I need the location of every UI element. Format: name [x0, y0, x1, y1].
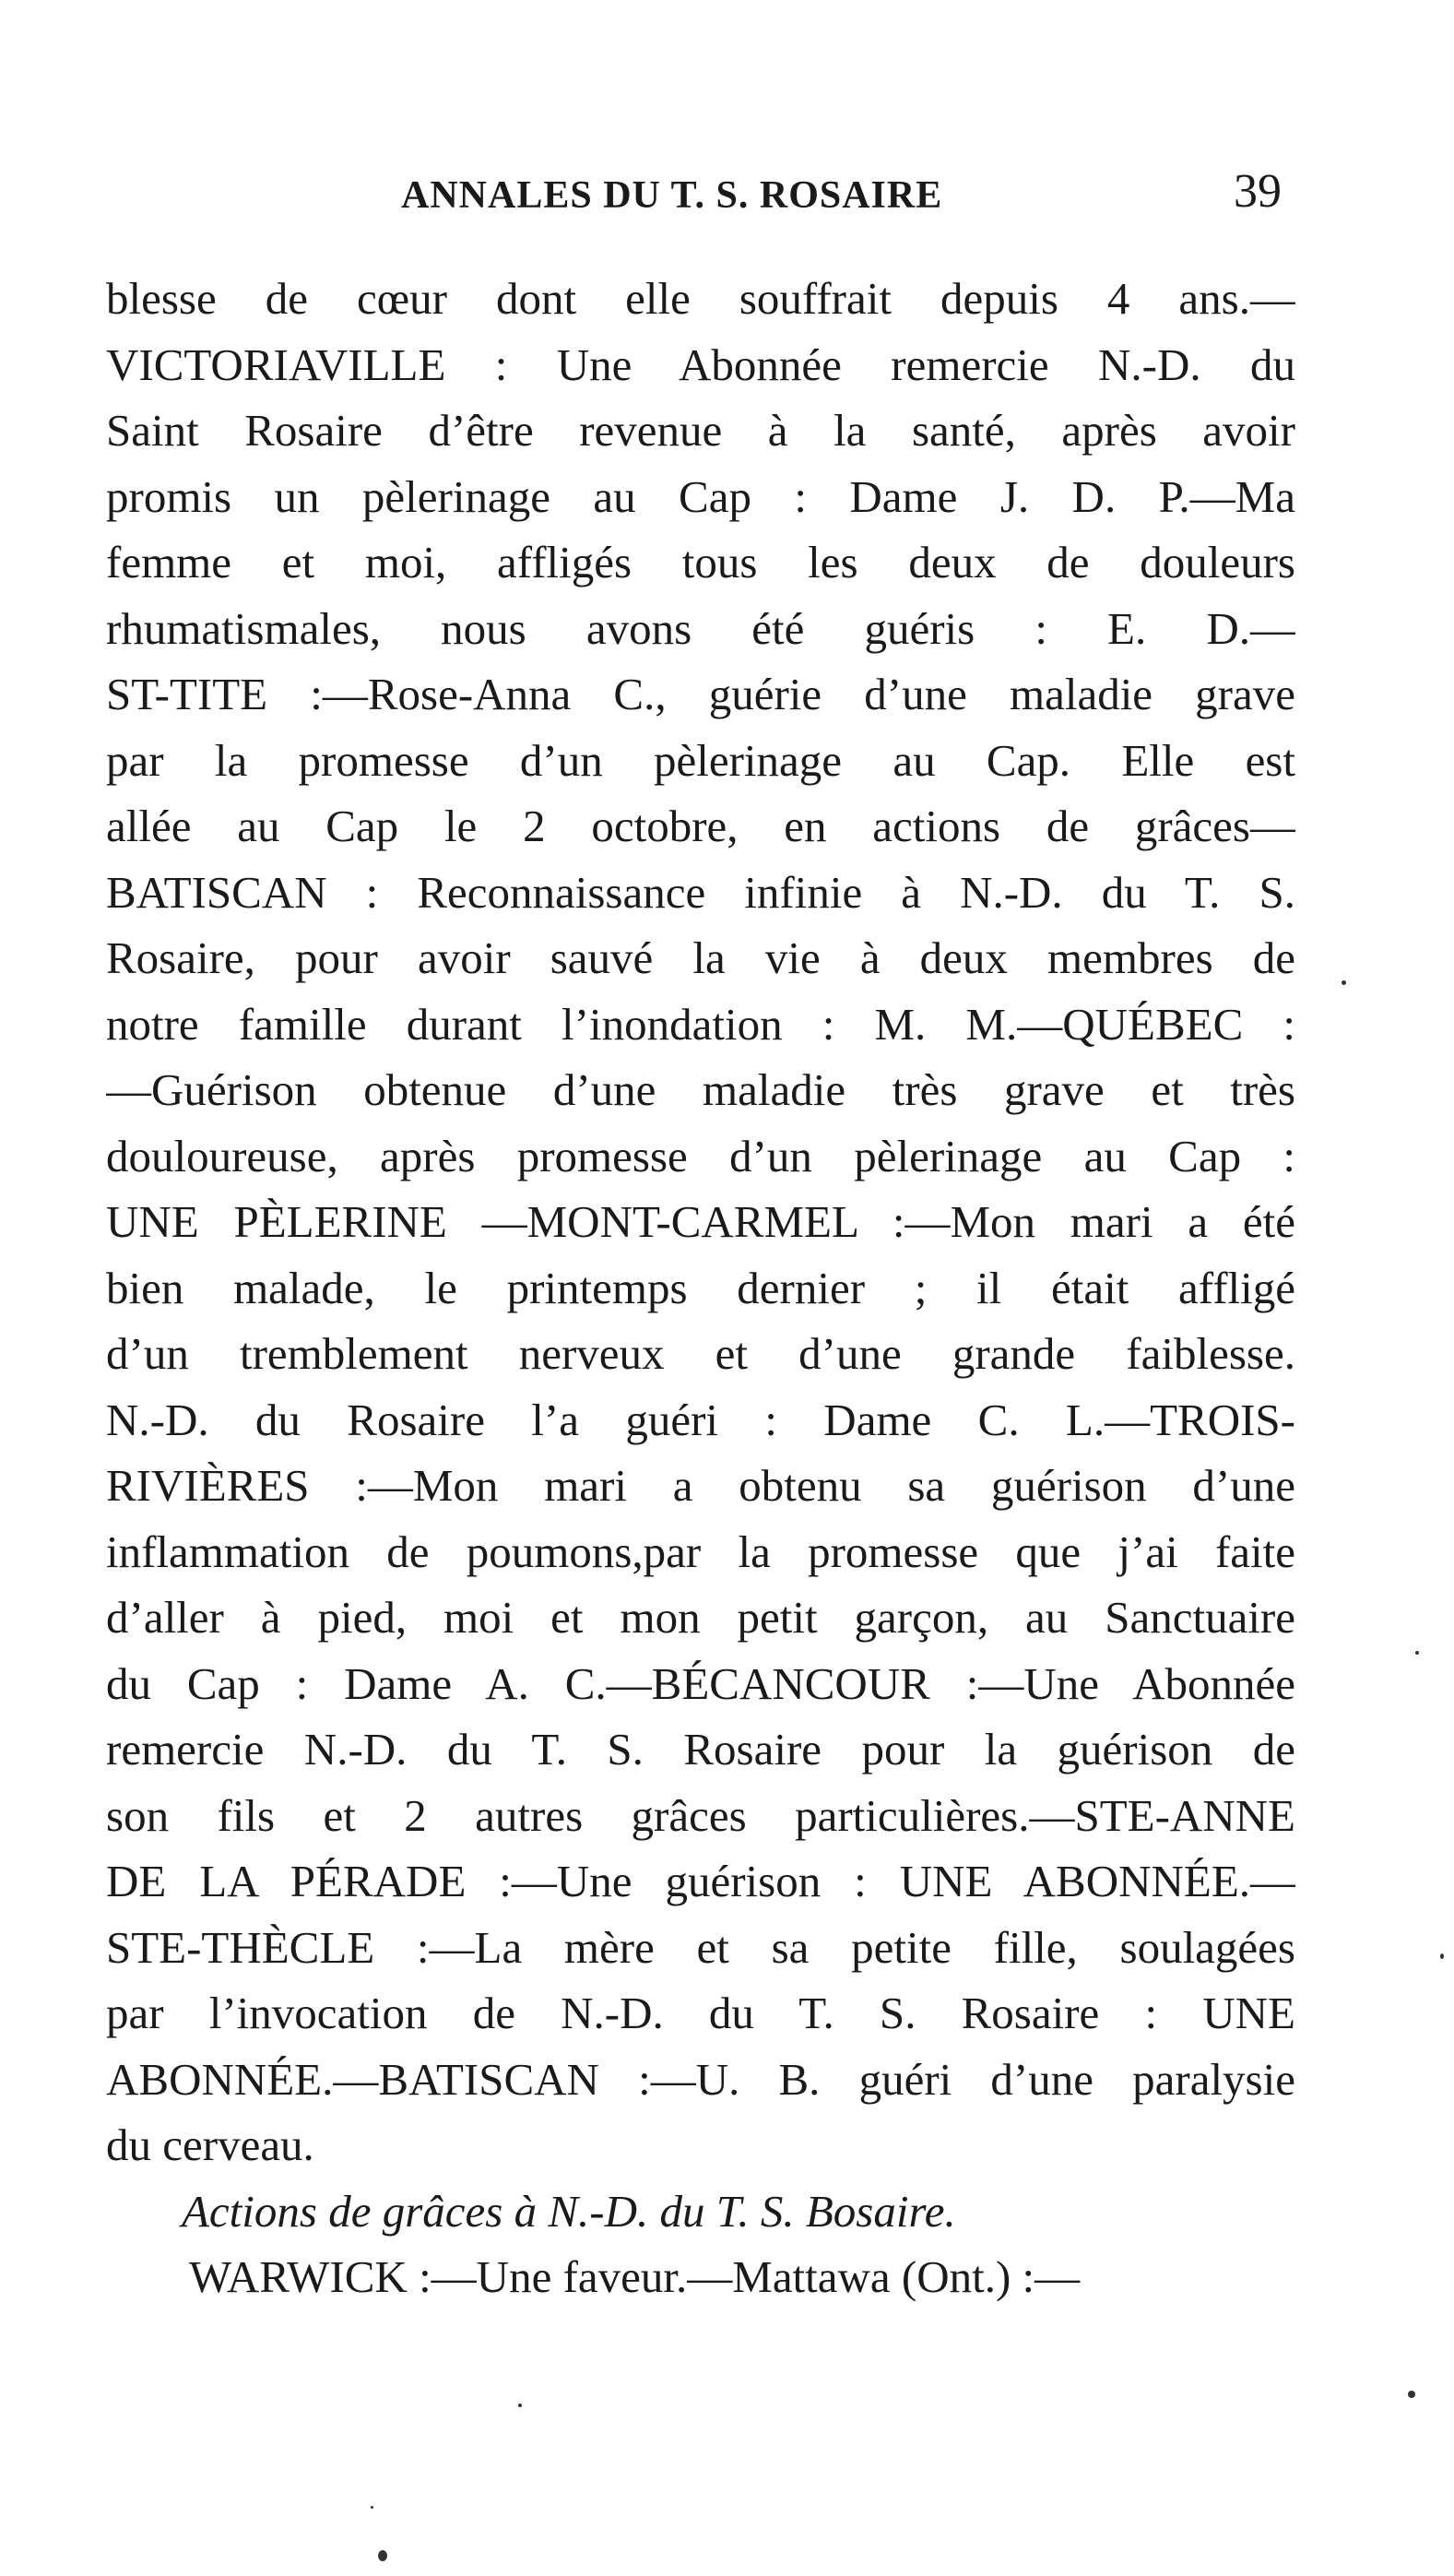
text-line: du cerveau.	[106, 2119, 314, 2170]
text-line: par l’invocation de N.-D. du T. S. Rosaire : UNE	[106, 1988, 1295, 2038]
text-line: BATISCAN : Reconnaissance infinie à N.-D. du T. S.	[106, 866, 1295, 918]
print-speck	[1415, 1651, 1419, 1655]
text-line: son fils et 2 autres grâces particulières.—STE-ANNE	[106, 1789, 1295, 1841]
text-line: N.-D. du Rosaire l’a guéri : Dame C. L.—TROIS-	[106, 1394, 1295, 1445]
print-speck	[371, 2506, 373, 2509]
text-line: VICTORIAVILLE : Une Abonnée remercie N.-D. du	[106, 338, 1295, 390]
text-line: RIVIÈRES :—Mon mari a obtenu sa guérison d’une	[106, 1460, 1295, 1511]
page-header	[106, 164, 1282, 229]
text-line: DE LA PÉRADE :—Une guérison : UNE ABONNÉE.—	[106, 1856, 1295, 1906]
text-line: douloureuse, après promesse d’un pèlerinage au Cap :	[106, 1130, 1295, 1181]
text-line: notre famille durant l’inondation : M. M.—QUÉBEC :	[106, 998, 1295, 1050]
print-speck	[378, 2550, 387, 2561]
print-speck	[1342, 980, 1346, 985]
print-speck	[1440, 1953, 1444, 1959]
text-line: femme et moi, affligés tous les deux de douleurs	[106, 537, 1295, 588]
text-line: Saint Rosaire d’être revenue à la santé, après avoir	[106, 405, 1295, 456]
text-line: ABONNÉE.—BATISCAN :—U. B. guéri d’une paralysie	[106, 2053, 1295, 2105]
print-speck	[518, 2404, 522, 2407]
text-line: ST-TITE :—Rose-Anna C., guérie d’une maladie grave	[106, 669, 1295, 719]
section-heading: Actions de grâces à N.-D. du T. S. Bosaire.	[182, 2185, 956, 2237]
text-line: remercie N.-D. du T. S. Rosaire pour la guérison de	[106, 1724, 1295, 1775]
text-line: blesse de cœur dont elle souffrait depuis 4 ans.—	[106, 273, 1295, 324]
text-line: du Cap : Dame A. C.—BÉCANCOUR :—Une Abonnée	[106, 1657, 1295, 1709]
page-number: 39	[1234, 165, 1282, 218]
body-text	[106, 266, 1295, 2310]
text-line: WARWICK :—Une faveur.—Mattawa (Ont.) :—	[189, 2251, 1081, 2302]
text-line: inflammation de poumons,par la promesse que j’ai faite	[106, 1525, 1295, 1577]
text-line: par la promesse d’un pèlerinage au Cap. Elle est	[106, 734, 1295, 786]
print-speck	[1408, 2391, 1415, 2398]
text-line: promis un pèlerinage au Cap : Dame J. D. P.—Ma	[106, 470, 1295, 522]
running-head: ANNALES DU T. S. ROSAIRE	[401, 174, 943, 217]
text-line: STE-THÈCLE :—La mère et sa petite fille, soulagées	[106, 1921, 1295, 1973]
text-line: bien malade, le printemps dernier ; il était affligé	[106, 1262, 1295, 1313]
text-line: UNE PÈLERINE —MONT-CARMEL :—Mon mari a été	[106, 1196, 1295, 1247]
text-line: allée au Cap le 2 octobre, en actions de grâces—	[106, 801, 1295, 851]
text-line: d’un tremblement nerveux et d’une grande faiblesse.	[106, 1328, 1295, 1379]
text-line: —Guérison obtenue d’une maladie très grave et très	[106, 1064, 1295, 1115]
text-line: d’aller à pied, moi et mon petit garçon, au Sanctuaire	[106, 1592, 1295, 1643]
text-line: Rosaire, pour avoir sauvé la vie à deux membres de	[106, 932, 1295, 983]
text-line: rhumatismales, nous avons été guéris : E. D.—	[106, 602, 1295, 654]
